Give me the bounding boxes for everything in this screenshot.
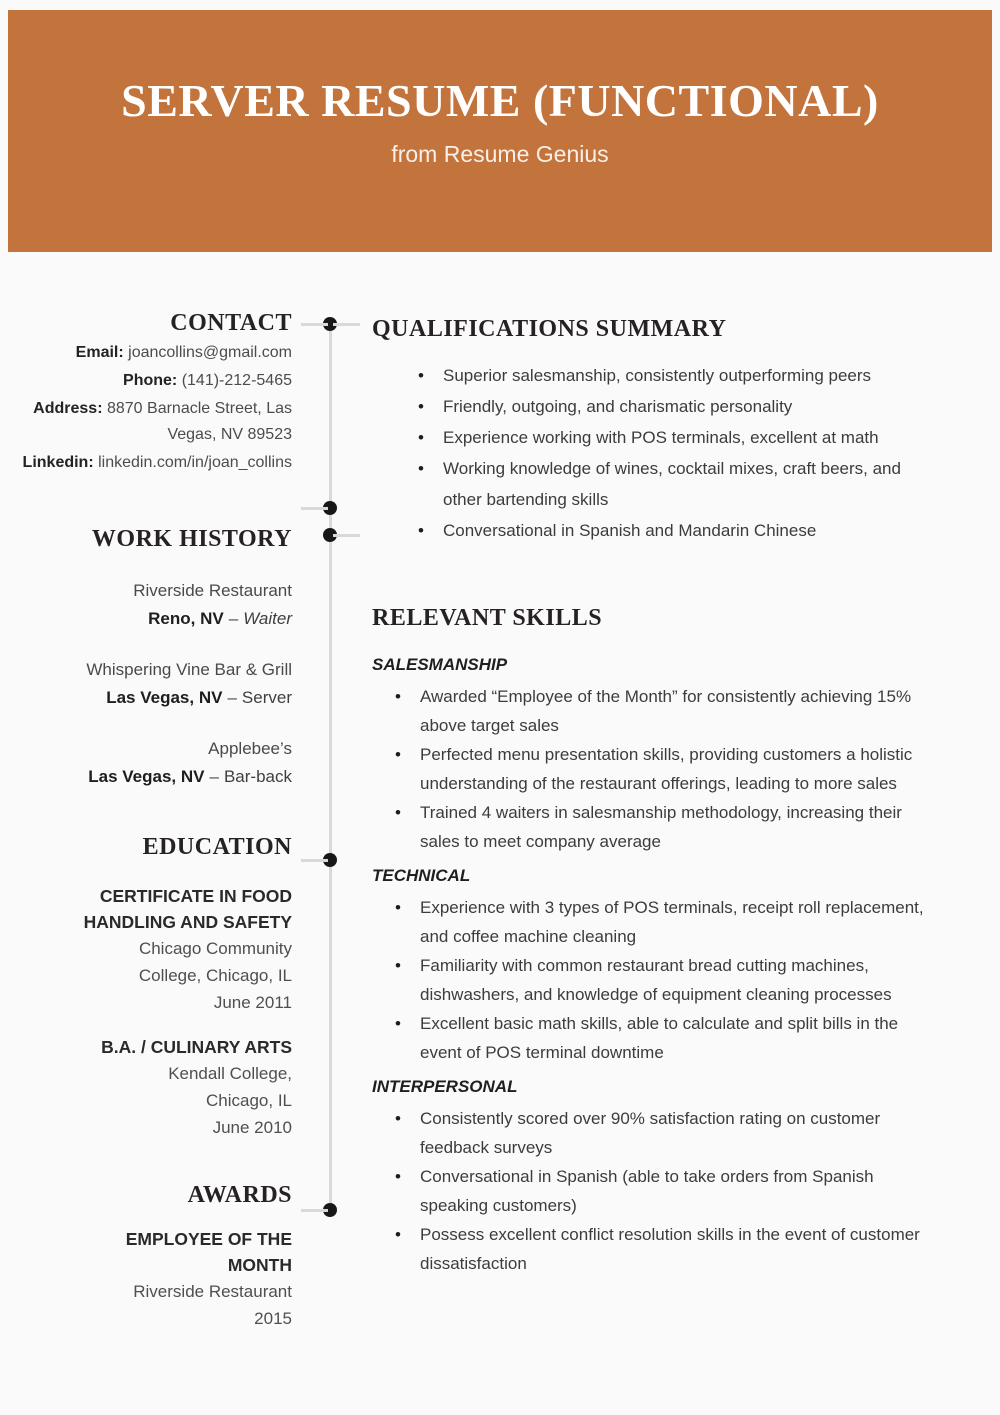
contact-heading: CONTACT [170,310,292,336]
job-role: Bar-back [223,767,292,786]
job-location: Las Vegas, NV [106,688,223,707]
qualification-item: • Conversational in Spanish and Mandarin Chinese [372,515,943,546]
linkedin-label: Linkedin: [22,454,94,471]
qualifications-list [372,360,943,546]
education-entry [20,883,292,1016]
graduation-date: June 2011 [213,993,292,1012]
skill-group-salesmanship: SALESMANSHIP [372,655,508,674]
timeline-connector-relevant-skills-right [333,534,360,537]
job-separator: – [209,767,219,786]
contact-linkedin-row [20,450,292,476]
linkedin-value: linkedin.com/in/joan_collins [98,454,292,471]
award-year: 2015 [254,1309,292,1328]
technical-list [372,893,940,1067]
job-entry [20,735,292,791]
awards-section [20,1180,292,1332]
job-location: Reno, NV [148,609,224,628]
skill-group-interpersonal: INTERPERSONAL [372,1077,518,1096]
job-location: Las Vegas, NV [88,767,205,786]
education-heading: EDUCATION [142,834,292,860]
qualification-item: • Working knowledge of wines, cocktail mixes, craft beers, and other bartending skills [372,453,943,515]
school-line1: Kendall College, [168,1064,292,1083]
education-entry [20,1034,292,1141]
school-name [20,1060,292,1114]
award-entry [20,1226,292,1332]
header-banner [8,10,992,252]
contact-address-row [20,396,292,448]
degree-line1: CERTIFICATE IN FOOD [99,886,292,906]
timeline-connector-contact-left [301,323,328,326]
awards-heading: AWARDS [187,1182,292,1208]
salesmanship-list [372,682,940,856]
skill-item: • Conversational in Spanish (able to take orders from Spanish speaking customers) [372,1162,940,1220]
relevant-skills-section [372,603,940,1278]
school-line2: College, Chicago, IL [138,966,292,985]
timeline-connector-education-left [301,859,328,862]
qualifications-summary-section [372,314,943,546]
skill-group-technical: TECHNICAL [372,866,471,885]
degree-name [20,883,292,935]
timeline-connector-work-history-left [301,507,328,510]
skill-item: • Perfected menu presentation skills, providing customers a holistic understanding of the restaurant offerings, leading to more sales [372,740,940,798]
graduation-date: June 2010 [212,1118,292,1137]
qualification-item: • Friendly, outgoing, and charismatic personality [372,391,943,422]
skill-item: • Possess excellent conflict resolution skills in the event of customer dissatisfaction [372,1220,940,1278]
timeline-line [329,324,332,1210]
page-title: SERVER RESUME (FUNCTIONAL) [121,75,879,126]
education-section [20,832,292,1141]
skill-item: • Excellent basic math skills, able to calculate and split bills in the event of POS terminal downtime [372,1009,940,1067]
address-value-line2: Vegas, NV 89523 [167,426,292,443]
phone-value: (141)-212-5465 [181,372,292,389]
qualification-item: • Experience working with POS terminals, excellent at math [372,422,943,453]
address-label: Address: [33,400,103,417]
phone-label: Phone: [123,372,178,389]
page-subtitle: from Resume Genius [391,141,609,167]
skill-item: • Consistently scored over 90% satisfaction rating on customer feedback surveys [372,1104,940,1162]
job-company: Whispering Vine Bar & Grill [86,660,292,679]
skill-item: • Trained 4 waiters in salesmanship methodology, increasing their sales to meet company average [372,798,940,856]
job-location-role [20,684,292,712]
job-separator: – [227,688,237,707]
email-value: joancollins@gmail.com [128,344,292,361]
timeline-connector-qualifications-right [333,323,360,326]
job-role: Server [241,688,292,707]
school-line2: Chicago, IL [206,1091,292,1110]
address-value-line1: 8870 Barnacle Street, Las [106,400,292,417]
contact-phone-row [20,368,292,394]
degree-line1: B.A. / CULINARY ARTS [101,1037,292,1057]
work-history-heading: WORK HISTORY [91,526,292,552]
degree-line2: HANDLING AND SAFETY [83,912,292,932]
award-organization: Riverside Restaurant [133,1282,292,1301]
job-location-role [20,763,292,791]
qualification-item: • Superior salesmanship, consistently outperforming peers [372,360,943,391]
skill-item: • Familiarity with common restaurant bread cutting machines, dishwashers, and knowledge of equipment cleaning processes [372,951,940,1009]
award-title-line2: MONTH [227,1255,292,1275]
award-title-line1: EMPLOYEE OF THE [125,1229,292,1249]
contact-email-row [20,340,292,366]
degree-name [20,1034,292,1060]
skill-item: • Experience with 3 types of POS terminals, receipt roll replacement, and coffee machine cleaning [372,893,940,951]
qualifications-summary-heading: QUALIFICATIONS SUMMARY [372,316,727,342]
relevant-skills-heading: RELEVANT SKILLS [372,605,603,631]
job-role: Waiter [243,609,292,628]
timeline-connector-awards-left [301,1209,328,1212]
job-separator: – [228,609,239,628]
skill-item: • Awarded “Employee of the Month” for consistently achieving 15% above target sales [372,682,940,740]
job-entry [20,656,292,712]
interpersonal-list [372,1104,940,1278]
job-location-role [20,605,292,633]
school-line1: Chicago Community [138,939,292,958]
email-label: Email: [75,344,124,361]
award-title [20,1226,292,1278]
school-name [20,935,292,989]
job-entry [20,577,292,633]
work-history-section [20,524,292,791]
contact-section [20,308,292,476]
job-company: Applebee’s [208,739,292,758]
job-company: Riverside Restaurant [133,581,292,600]
